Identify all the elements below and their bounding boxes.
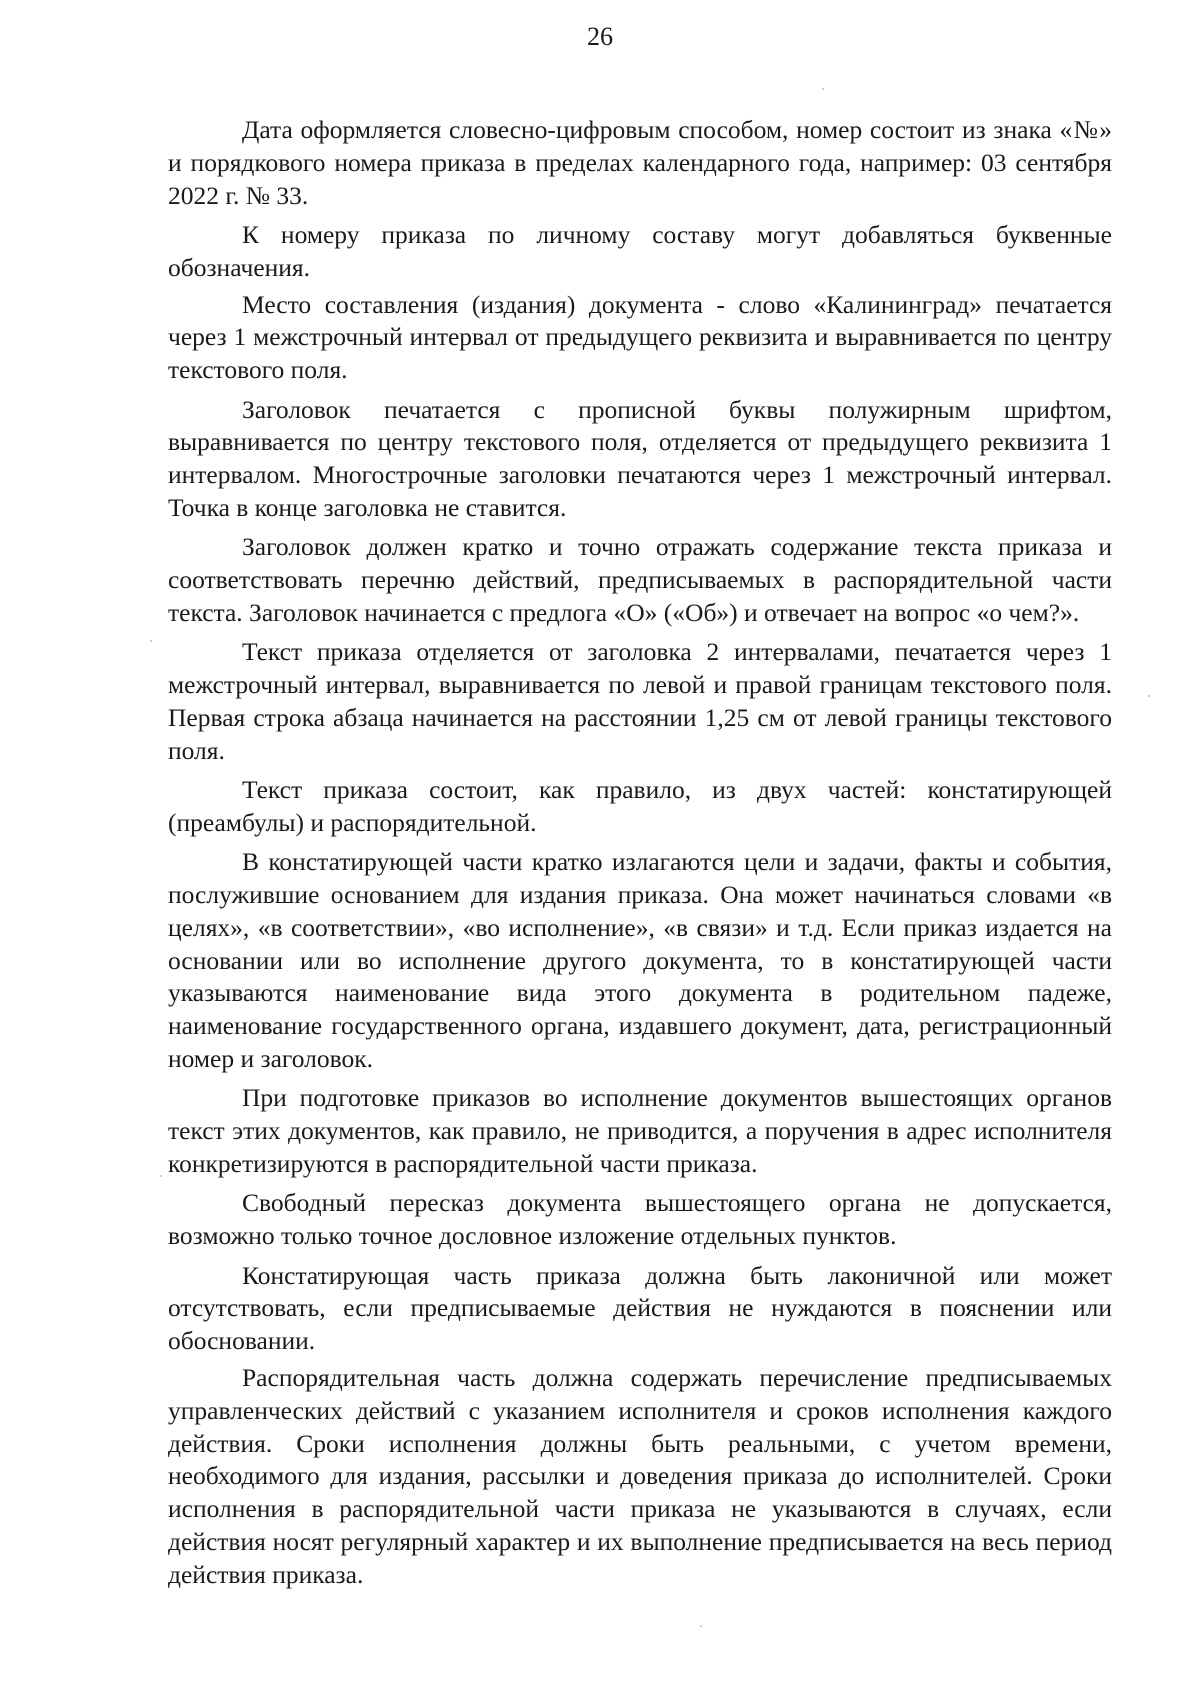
paragraph-operative-part: Распорядительная часть должна содержать перечисление предписываемых управленческих действий с указанием исполнителя и сроков исполнения каждого действия. Сроки исполнения должны быть реальными, с учетом времени, необходимого для издания, рассылки и доведения приказа до исполнителей. Сроки исполнения в распорядительной части приказа не указываются в случаях, если действия носят регулярный характер и их выполнение предписывается на весь период действия приказа. — [168, 1363, 1112, 1589]
scan-speck — [160, 1175, 162, 1177]
scan-speck — [700, 1625, 702, 1627]
paragraph-text-parts: Текст приказа состоит, как правило, из двух частей: констатирующей (преамбулы) и распорядительной. — [168, 775, 1112, 837]
scan-speck — [150, 640, 152, 642]
paragraph-text-format: Текст приказа отделяется от заголовка 2 интервалами, печатается через 1 межстрочный интервал, выравнивается по левой и правой границам текстового поля. Первая строка абзаца начинается на расстоянии 1,25 см от левой границы текстового поля. — [168, 637, 1112, 765]
paragraph-heading-format: Заголовок печатается с прописной буквы полужирным шрифтом, выравнивается по центру текстового поля, отделяется от предыдущего реквизита 1 интервалом. Многострочные заголовки печатаются через 1 межстрочный интервал. Точка в конце заголовка не ставится. — [168, 394, 1112, 522]
scan-speck — [822, 88, 824, 90]
paragraph-personnel-number: К номеру приказа по личному составу могут добавляться буквенные обозначения. — [168, 219, 1112, 282]
paragraph-free-retelling: Свободный пересказ документа вышестоящего органа не допускается, возможно только точное дословное изложение отдельных пунктов. — [168, 1188, 1112, 1251]
paragraph-preamble-brevity: Констатирующая часть приказа должна быть лаконичной или может отсутствовать, если предписываемые действия не нуждаются в пояснении или обосновании. — [168, 1260, 1112, 1356]
paragraph-place-of-issue: Место составления (издания) документа - слово «Калининград» печатается через 1 межстрочный интервал от предыдущего реквизита и выравнивается по центру текстового поля. — [168, 289, 1112, 385]
paragraph-date-format: Дата оформляется словесно-цифровым способом, номер состоит из знака «№» и порядкового номера приказа в пределах календарного года, например: 03 сентября 2022 г. № 33. — [168, 115, 1112, 210]
document-body — [168, 114, 1112, 1598]
paragraph-preamble: В констатирующей части кратко излагаются цели и задачи, факты и события, послужившие основанием для издания приказа. Она может начинаться словами «в целях», «в соответствии», «во исполнение», «в связи» и т.д. Если приказ издается на основании или во исполнение другого документа, то в констатирующей части указываются наименование вида этого документа в родительном падеже, наименование государственного органа, издавшего документ, дата, регистрационный номер и заголовок. — [168, 847, 1112, 1074]
paragraph-heading-content: Заголовок должен кратко и точно отражать содержание текста приказа и соответствовать перечню действий, предписываемых в распорядительной части текста. Заголовок начинается с предлога «О» («Об») и отвечает на вопрос «о чем?». — [168, 532, 1112, 627]
page-number: 26 — [587, 22, 613, 51]
scan-speck — [1148, 695, 1150, 697]
paragraph-higher-documents: При подготовке приказов во исполнение документов вышестоящих органов текст этих документов, как правило, не приводится, а поручения в адрес исполнителя конкретизируются в распорядительной части приказа. — [168, 1083, 1112, 1179]
